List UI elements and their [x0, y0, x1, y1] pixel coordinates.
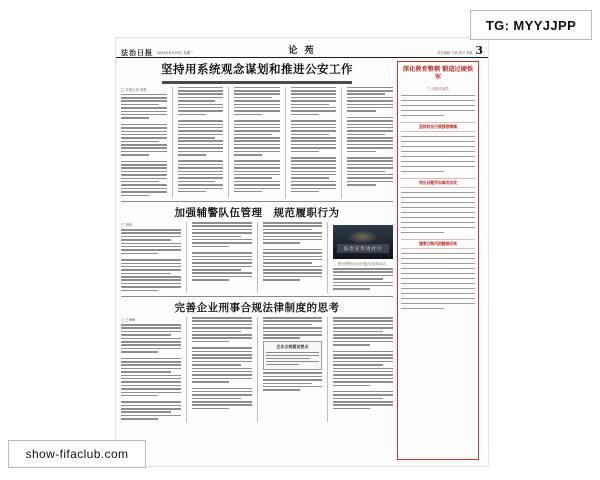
photo-overlay-text: 法治宣传进社区	[343, 246, 383, 252]
article-2-headline: 加强辅警队伍管理 规范履职行为	[174, 206, 340, 219]
article-3-col-3	[263, 317, 323, 422]
article-1-byline: □ 本报记者 张维	[121, 87, 147, 92]
article-2-photo	[333, 225, 393, 259]
article-1-col-3	[234, 87, 280, 198]
article-2-col-1	[121, 222, 181, 293]
article-2-col-4	[333, 222, 393, 293]
rail-section-3: 建章立制巩固整顿成果	[401, 239, 475, 249]
article-3-col-1	[121, 317, 181, 422]
main-column	[121, 61, 393, 460]
rail-byline: □ 本报评论员	[427, 87, 449, 92]
photo-glow	[347, 230, 379, 244]
article-3-headline: 完善企业刑事合规法律制度的思考	[174, 302, 340, 315]
article-1-col-4	[291, 87, 337, 198]
article-2-col-2	[192, 222, 252, 293]
masthead-date: 2024年6月25日 星期二	[157, 50, 194, 55]
article-2-caption: 图为民警在社区开展法治宣传活动。	[337, 262, 389, 266]
article-1-col-2	[178, 87, 224, 198]
article-2-col-3	[263, 222, 323, 293]
article-3-inset	[263, 341, 323, 370]
article-3-col-4	[333, 317, 393, 422]
inset-title: 企业合规建设要点	[276, 343, 309, 349]
article-3-col-2	[192, 317, 252, 422]
masthead-logo: 法治日报	[121, 48, 153, 57]
article-2-byline: □ 李明	[121, 223, 133, 227]
page-body	[116, 58, 488, 464]
article-1-headline: 坚持用系统观念谋划和推进公安工作	[161, 62, 353, 76]
telegram-watermark-badge: TG: MYYJJPP	[470, 10, 592, 40]
masthead	[116, 38, 488, 58]
article-1-columns	[121, 87, 393, 198]
article-second	[121, 205, 393, 297]
rail-headline: 深化教育整顿 锻造过硬铁军	[402, 66, 474, 82]
article-lead	[121, 61, 393, 202]
article-1-col-1	[121, 87, 167, 198]
article-1-rule	[162, 81, 352, 83]
article-third	[121, 300, 393, 425]
site-watermark-badge: show-fifaclub.com	[8, 440, 146, 468]
rail-section-1: 坚持政治引领强根铸魂	[401, 122, 475, 132]
article-3-columns	[121, 317, 393, 422]
article-3-byline: □ 王海峰	[121, 318, 136, 323]
newspaper-page	[116, 38, 488, 466]
article-1-col-5	[347, 87, 393, 198]
page-number: 3	[475, 44, 483, 58]
editor-note: 责任编辑 王婧 校对 李娜	[437, 50, 473, 55]
rail-section-2: 突出问题导向真改实改	[401, 178, 475, 188]
right-rail-feature	[397, 61, 479, 460]
section-title: 论 苑	[288, 46, 316, 56]
article-2-columns	[121, 222, 393, 293]
